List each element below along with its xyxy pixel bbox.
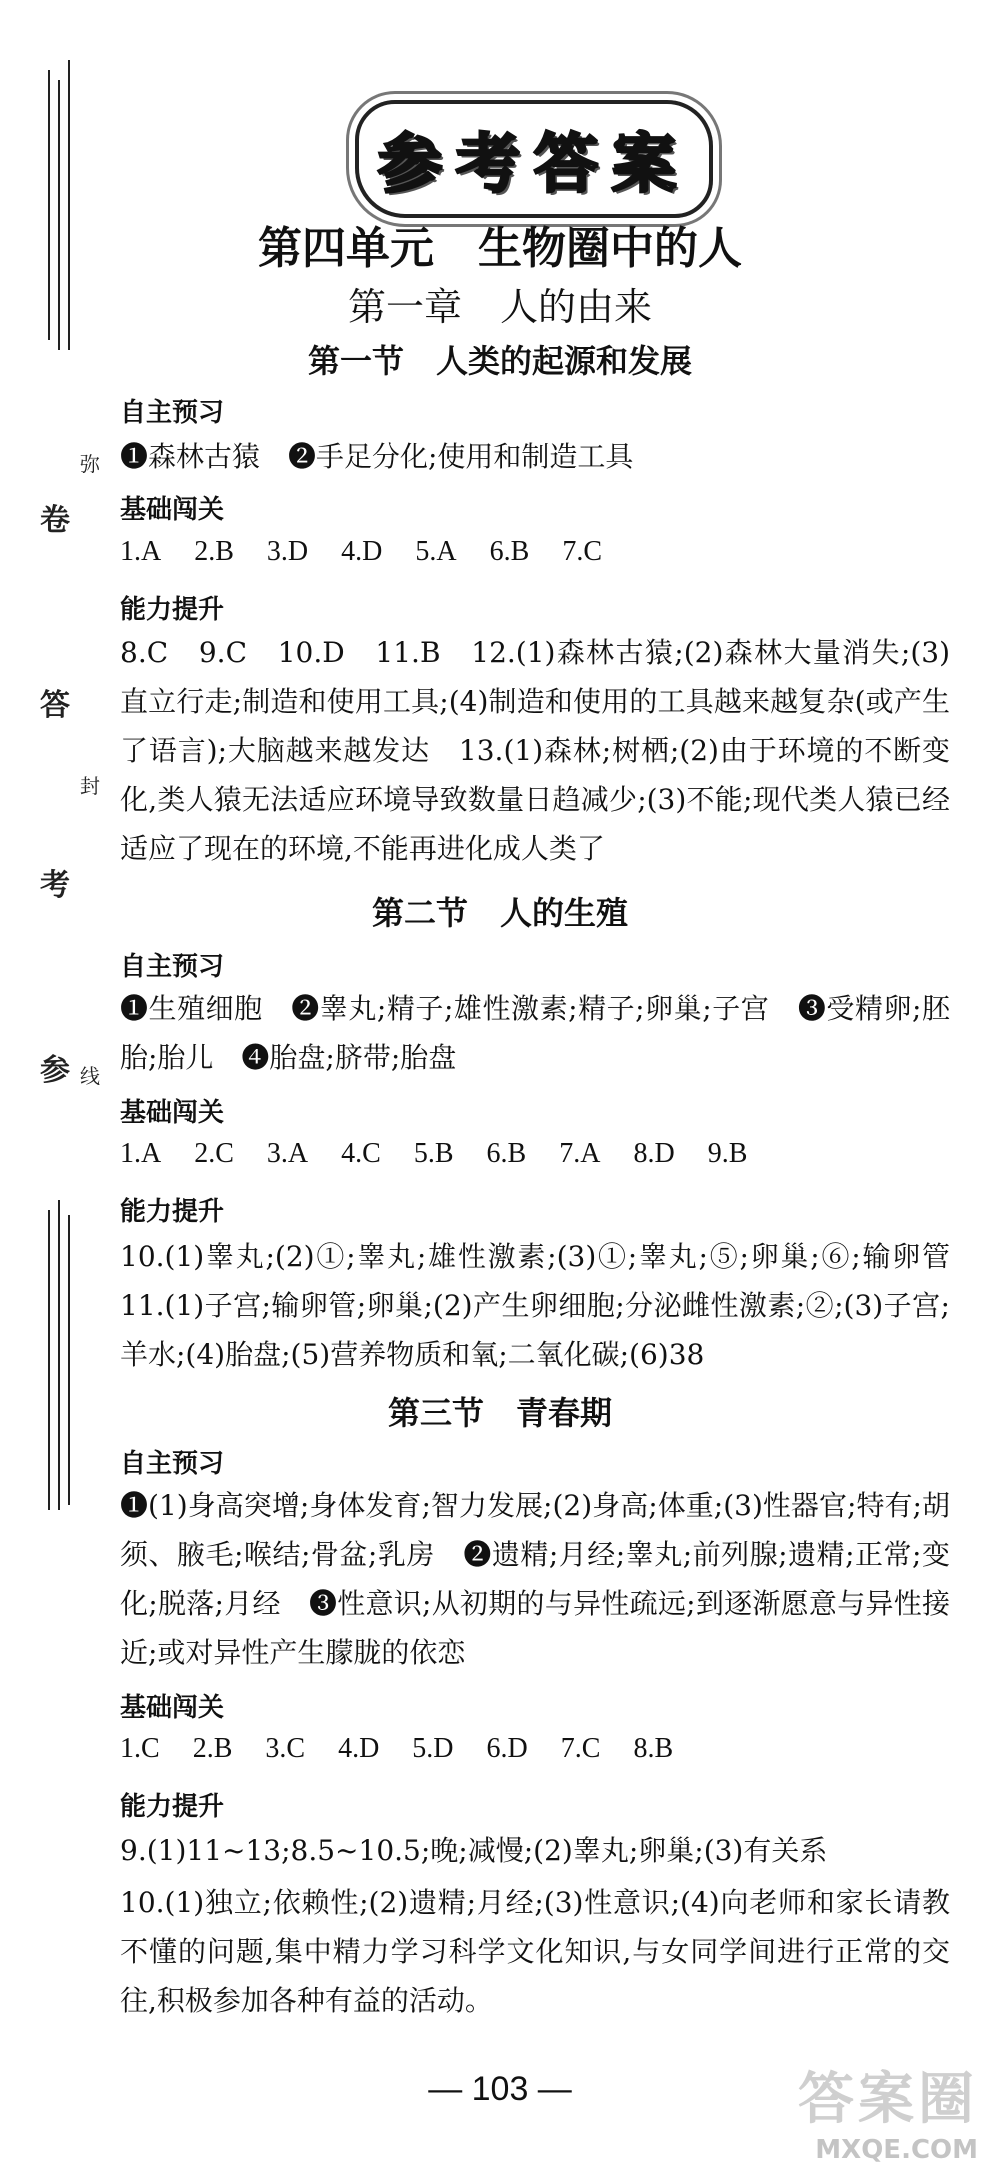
- binding-line: [58, 1200, 60, 1510]
- answer-item: 6.B: [486, 1138, 527, 1169]
- preview-answer: ❶(1)身高突增;身体发育;智力发展;(2)身高;体重;(3)性器官;特有;胡须、腋毛;喉结;骨盆;乳房 ❷遗精;月经;睾丸;前列腺;遗精;正常;变化;脱落;月经 ❸性意识;从初期的与异性疏远;到逐渐愿意与异性接近;或对异性产生朦胧的依恋: [120, 1489, 950, 1669]
- basic-answers: [120, 536, 628, 568]
- section-title: 第一节 人类的起源和发展: [307, 342, 692, 380]
- answer-item: 1.A: [120, 1138, 162, 1169]
- answer-item: 2.C: [194, 1138, 234, 1169]
- answer-item: 1.C: [120, 1733, 160, 1764]
- answer-item: 3.C: [265, 1733, 306, 1764]
- answer-item: 6.D: [486, 1733, 528, 1764]
- page-number: — 103 —: [428, 2070, 572, 2108]
- section-label: 能力提升: [120, 1792, 225, 1822]
- answer-item: 7.A: [559, 1138, 601, 1169]
- answer-item: 1.A: [120, 536, 162, 567]
- binding-line: [48, 1210, 50, 1510]
- answer-item: 7.C: [560, 1733, 601, 1764]
- binding-line: [68, 1215, 70, 1505]
- answer-item: 4.D: [338, 1733, 380, 1764]
- answer-item: 5.D: [412, 1733, 454, 1764]
- chapter-title: 第一章 人的由来: [347, 285, 652, 329]
- answer-item: 3.A: [266, 1138, 309, 1169]
- answer-item: 4.C: [341, 1138, 381, 1169]
- binding-char-exam: 参: [40, 1053, 70, 1088]
- section-label: 基础闯关: [120, 1098, 225, 1128]
- banner-title: 参考答案: [378, 128, 690, 202]
- watermark-brand: 答案圈: [798, 2067, 978, 2132]
- binding-char: 弥: [80, 452, 100, 476]
- binding-char: 封: [80, 774, 100, 798]
- section-title: 第二节 人的生殖: [371, 894, 628, 932]
- binding-char-exam: 考: [40, 868, 70, 903]
- basic-answers: [120, 1733, 699, 1765]
- watermark-url: MXQE.COM: [815, 2135, 978, 2165]
- answer-item: 3.D: [266, 536, 309, 567]
- answer-item: 8.D: [633, 1138, 675, 1169]
- answer-item: 6.B: [489, 536, 530, 567]
- watermark: [798, 2055, 978, 2165]
- answer-item: 8.B: [633, 1733, 674, 1764]
- section-label: 能力提升: [120, 1197, 225, 1227]
- answer-key-banner: [355, 100, 713, 218]
- answer-item: 5.B: [413, 1138, 454, 1169]
- basic-answers: [120, 1138, 773, 1170]
- binding-char-exam: 答: [40, 688, 70, 723]
- binding-char-exam: 卷: [40, 503, 70, 538]
- section-label: 自主预习: [120, 398, 225, 428]
- ability-answer: 9.(1)11~13;8.5~10.5;晚;减慢;(2)睾丸;卵巢;(3)有关系: [120, 1834, 828, 1867]
- binding-char: 线: [80, 1064, 100, 1088]
- answer-item: 5.A: [415, 536, 457, 567]
- preview-answer: ❶森林古猿 ❷手足分化;使用和制造工具: [120, 440, 634, 473]
- section-label: 能力提升: [120, 595, 225, 625]
- section-label: 基础闯关: [120, 495, 225, 525]
- section-label: 自主预习: [120, 1449, 225, 1479]
- answer-item: 9.B: [707, 1138, 748, 1169]
- ability-answer: 10.(1)睾丸;(2)①;睾丸;雄性激素;(3)①;睾丸;⑤;卵巢;⑥;输卵管 11.(1)子宫;输卵管;卵巢;(2)产生卵细胞;分泌雌性激素;②;(3)子宫;羊水;(4)胎盘;(5)营养物质和氧;二氧化碳;(6)38: [120, 1240, 979, 1371]
- answer-item: 2.B: [194, 536, 234, 567]
- unit-title: 第四单元 生物圈中的人: [258, 223, 742, 274]
- section-title: 第三节 青春期: [387, 1394, 612, 1432]
- preview-answer: ❶生殖细胞 ❷睾丸;精子;雄性激素;精子;卵巢;子宫 ❸受精卵;胚胎;胎儿 ❹胎盘;脐带;胎盘: [120, 992, 950, 1074]
- section-label: 自主预习: [120, 952, 225, 982]
- answer-item: 2.B: [192, 1733, 233, 1764]
- section-label: 基础闯关: [120, 1693, 225, 1723]
- answer-item: 7.C: [562, 536, 602, 567]
- ability-answer: 8.C 9.C 10.D 11.B 12.(1)森林古猿;(2)森林大量消失;(3)直立行走;制造和使用工具;(4)制造和使用的工具越来越复杂(或产生了语言);大脑越来越发达 13.(1)森林;树栖;(2)由于环境的不断变化,类人猿无法适应环境导致数量日趋减少;(3)不能;现代类人猿已经适应了现在的环境,不能再进化成人类了: [120, 636, 950, 865]
- answer-item: 4.D: [341, 536, 383, 567]
- ability-answer: 10.(1)独立;依赖性;(2)遗精;月经;(3)性意识;(4)向老师和家长请教不懂的问题,集中精力学习科学文化知识,与女同学间进行正常的交往,积极参加各种有益的活动。: [120, 1886, 950, 2017]
